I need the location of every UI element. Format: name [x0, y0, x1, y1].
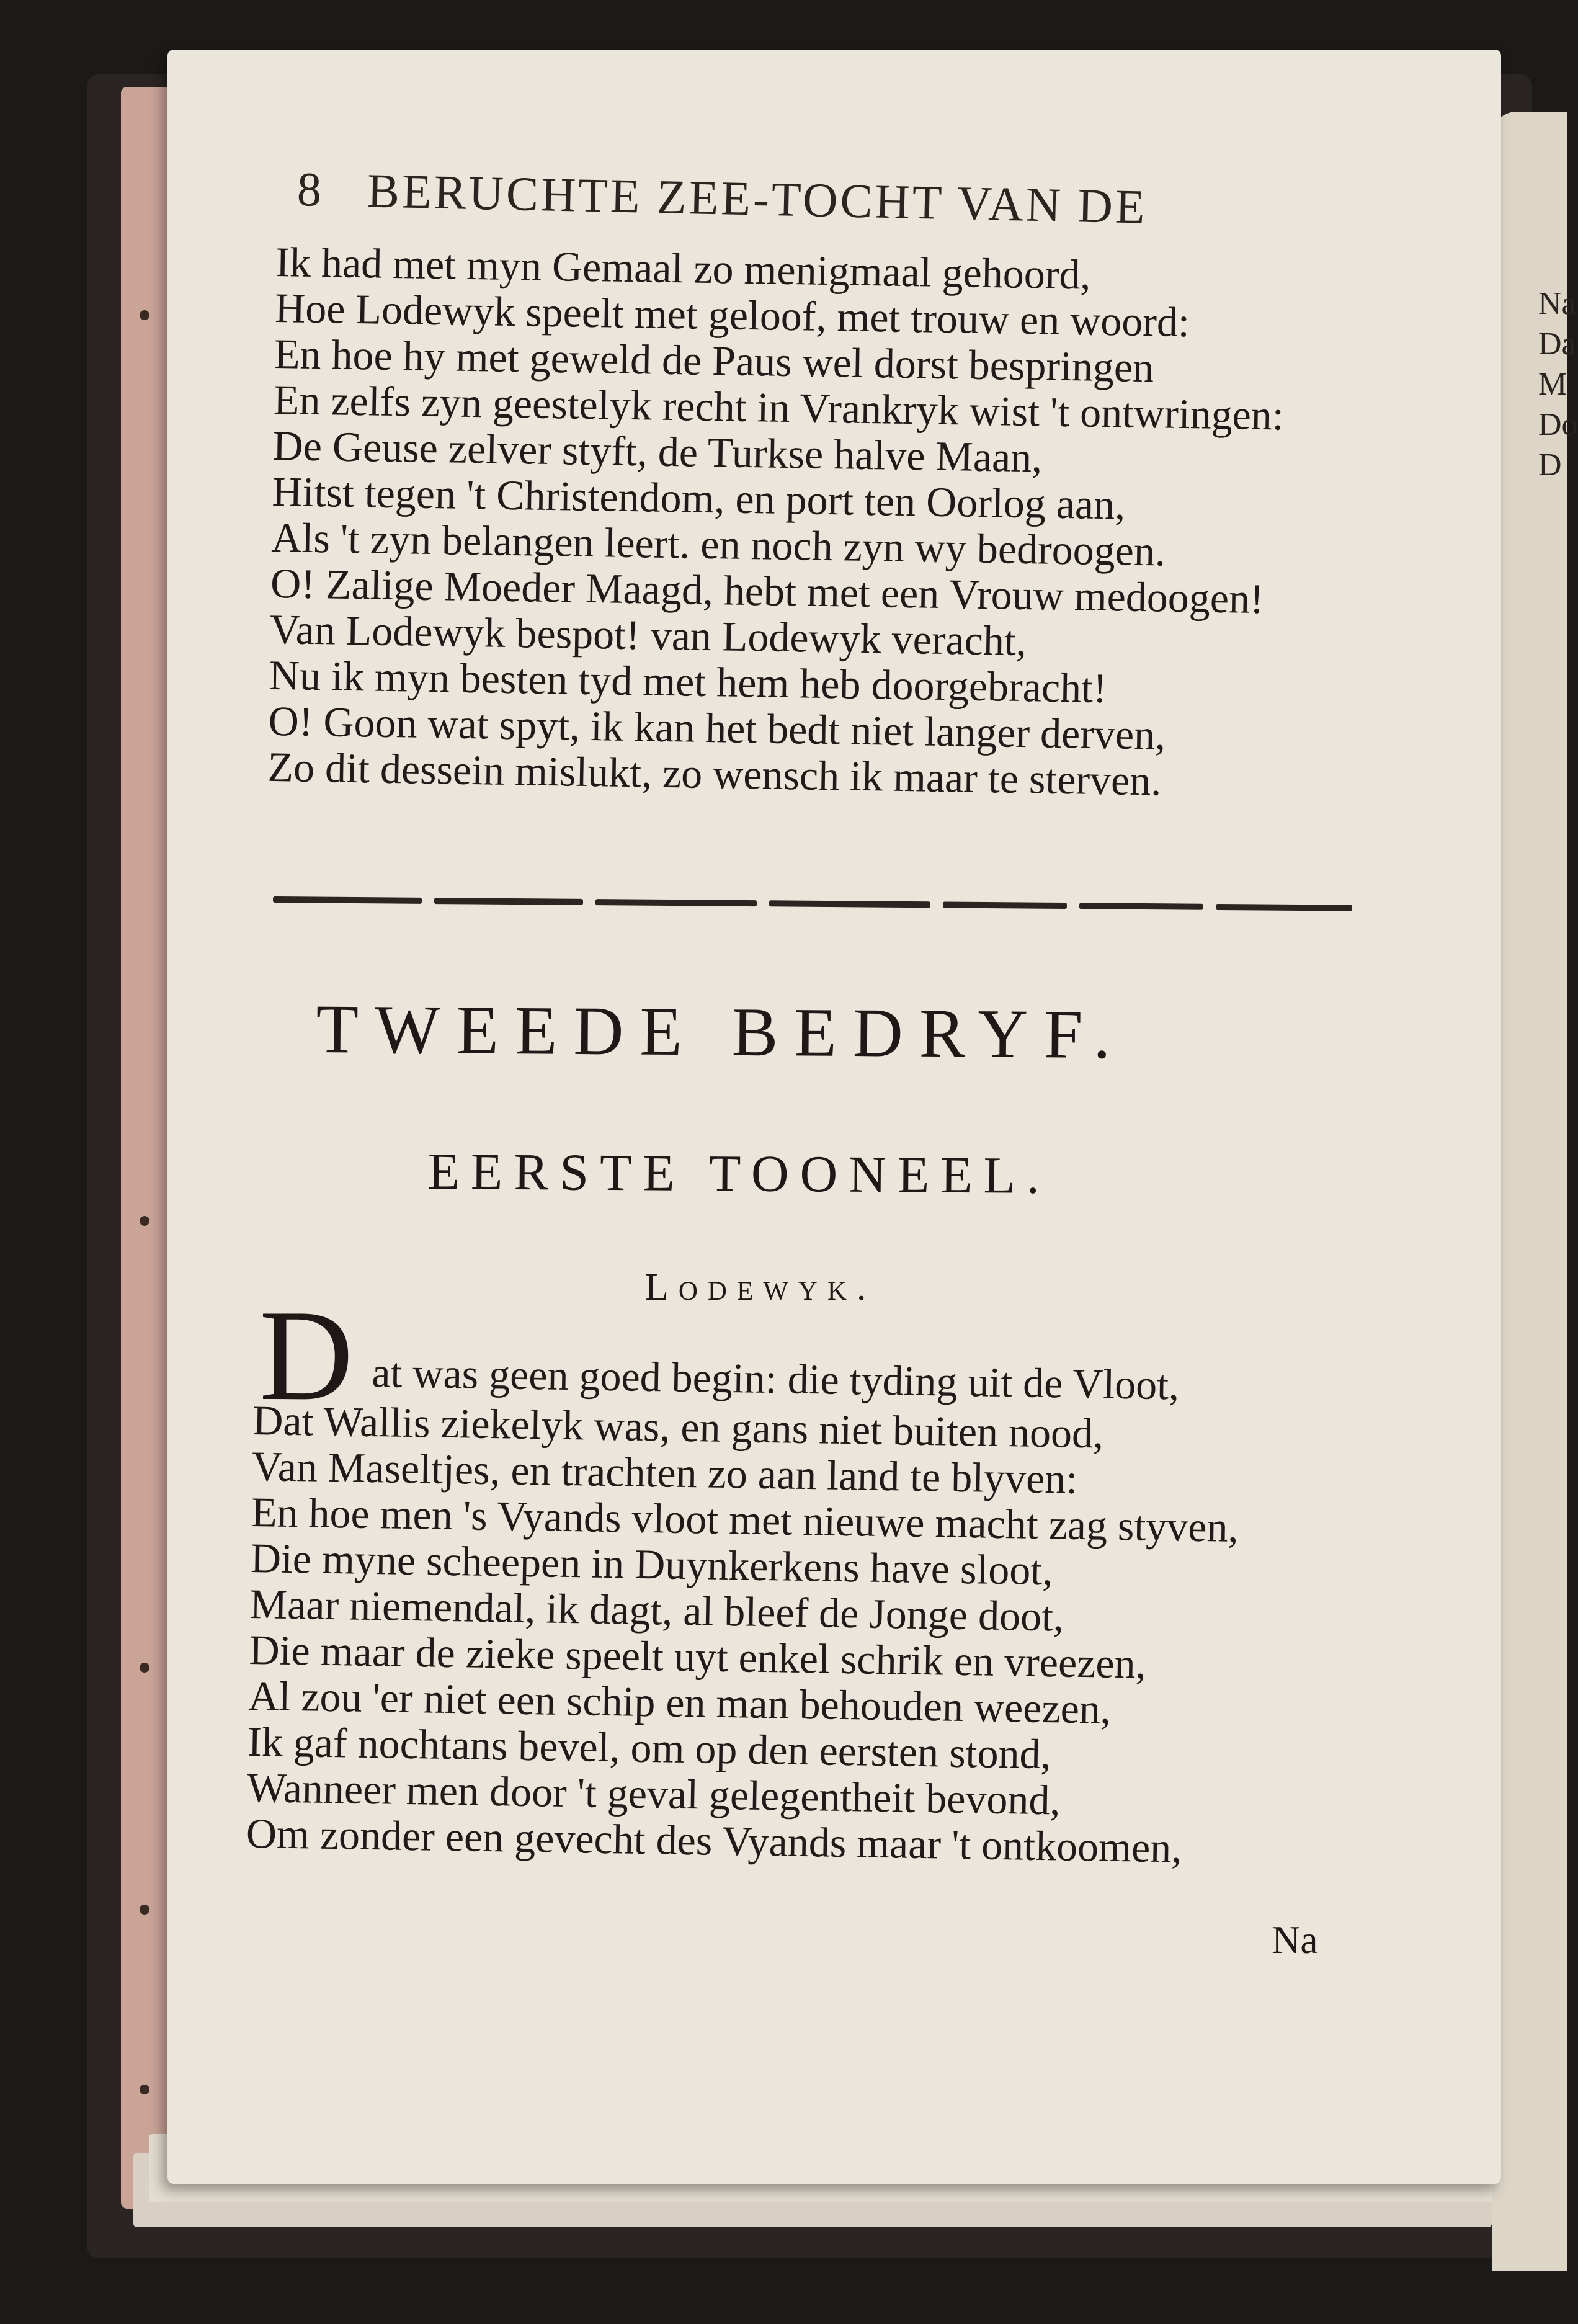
speech-line: Om zonder een gevecht des Vyands maar 't ontkoomen, [246, 1809, 1182, 1872]
drop-cap: D [259, 1284, 354, 1428]
opening-verse [267, 239, 1286, 805]
verse-line: En zelfs zyn geestelyk recht in Vrankryk wist 't ontwringen: [273, 375, 1285, 439]
binding-hole [140, 1905, 149, 1915]
facing-page-fragment: Na [1538, 286, 1576, 321]
speech-line: Ik gaf nochtans bevel, om op den eersten stond, [247, 1717, 1052, 1778]
speech [246, 1397, 1240, 1872]
verse-line: Hitst tegen 't Christendom, en port ten Oorlog aan, [272, 467, 1126, 529]
verse-line: O! Zalige Moeder Maagd, hebt met een Vrouw medoogen! [270, 559, 1265, 623]
speech-line: Die myne scheepen in Duynkerkens have sloot, [250, 1534, 1053, 1594]
catchword: Na [1272, 1918, 1318, 1962]
section-divider [273, 896, 1352, 914]
verse-line: En hoe hy met geweld de Paus wel dorst bespringen [274, 329, 1154, 391]
verse-line: Als 't zyn belangen leert. en noch zyn wy bedroogen. [270, 513, 1166, 575]
speaker-name: Lodewyk. [645, 1266, 876, 1308]
running-header [296, 161, 1148, 235]
act-title: TWEEDE BEDRYF. [316, 991, 1127, 1074]
speech-line: Maar niemendal, ik dagt, al bleef de Jonge doot, [249, 1580, 1064, 1640]
verse-line: De Geuse zelver styft, de Turkse halve Maan, [272, 421, 1043, 481]
verse-line: Nu ik myn besten tyd met hem heb doorgebracht! [269, 651, 1108, 712]
page-number: 8 [296, 161, 324, 217]
verse-line: Ik had met myn Gemaal zo menigmaal gehoord, [275, 238, 1092, 298]
verse-line: Van Lodewyk bespot! van Lodewyk veracht, [269, 605, 1027, 665]
speech-first-line [372, 1349, 1180, 1408]
speech-line: Van Maseltjes, en trachten zo aan land te blyven: [251, 1442, 1078, 1503]
binding-hole [140, 310, 149, 320]
speech-line: En hoe men 's Vyands vloot met nieuwe macht zag styven, [251, 1488, 1239, 1551]
binding-hole [140, 1216, 149, 1226]
facing-page-fragment: Do [1538, 407, 1578, 442]
book-page [167, 50, 1501, 2184]
facing-page [1492, 112, 1578, 2271]
facing-page-fragment: Da [1538, 326, 1576, 362]
speech-line: at was geen goed begin: die tyding uit de Vloot, [371, 1349, 1180, 1409]
speech-line: Wanneer men door 't geval gelegentheit bevond, [246, 1763, 1061, 1824]
running-title: BERUCHTE ZEE-TOCHT VAN DE [367, 163, 1148, 234]
binding-hole [140, 1663, 149, 1673]
verse-line: Zo dit dessein mislukt, zo wensch ik maar te sterven. [267, 743, 1162, 805]
facing-page-fragment: D [1538, 447, 1562, 483]
verse-line: Hoe Lodewyk speelt met geloof, met trouw en woord: [274, 284, 1190, 346]
binding-hole [140, 2085, 149, 2094]
verse-line: O! Goon wat spyt, ik kan het bedt niet langer derven, [268, 697, 1166, 759]
speech-line: Al zou 'er niet een schip en man behouden weezen, [247, 1671, 1112, 1733]
speech-line: Dat Wallis ziekelyk was, en gans niet buiten nood, [252, 1397, 1104, 1457]
scene-title: EERSTE TOONEEL. [427, 1143, 1051, 1205]
speech-line: Die maar de zieke speelt uyt enkel schrik en vreezen, [249, 1625, 1147, 1687]
facing-page-fragment: M [1538, 367, 1567, 402]
